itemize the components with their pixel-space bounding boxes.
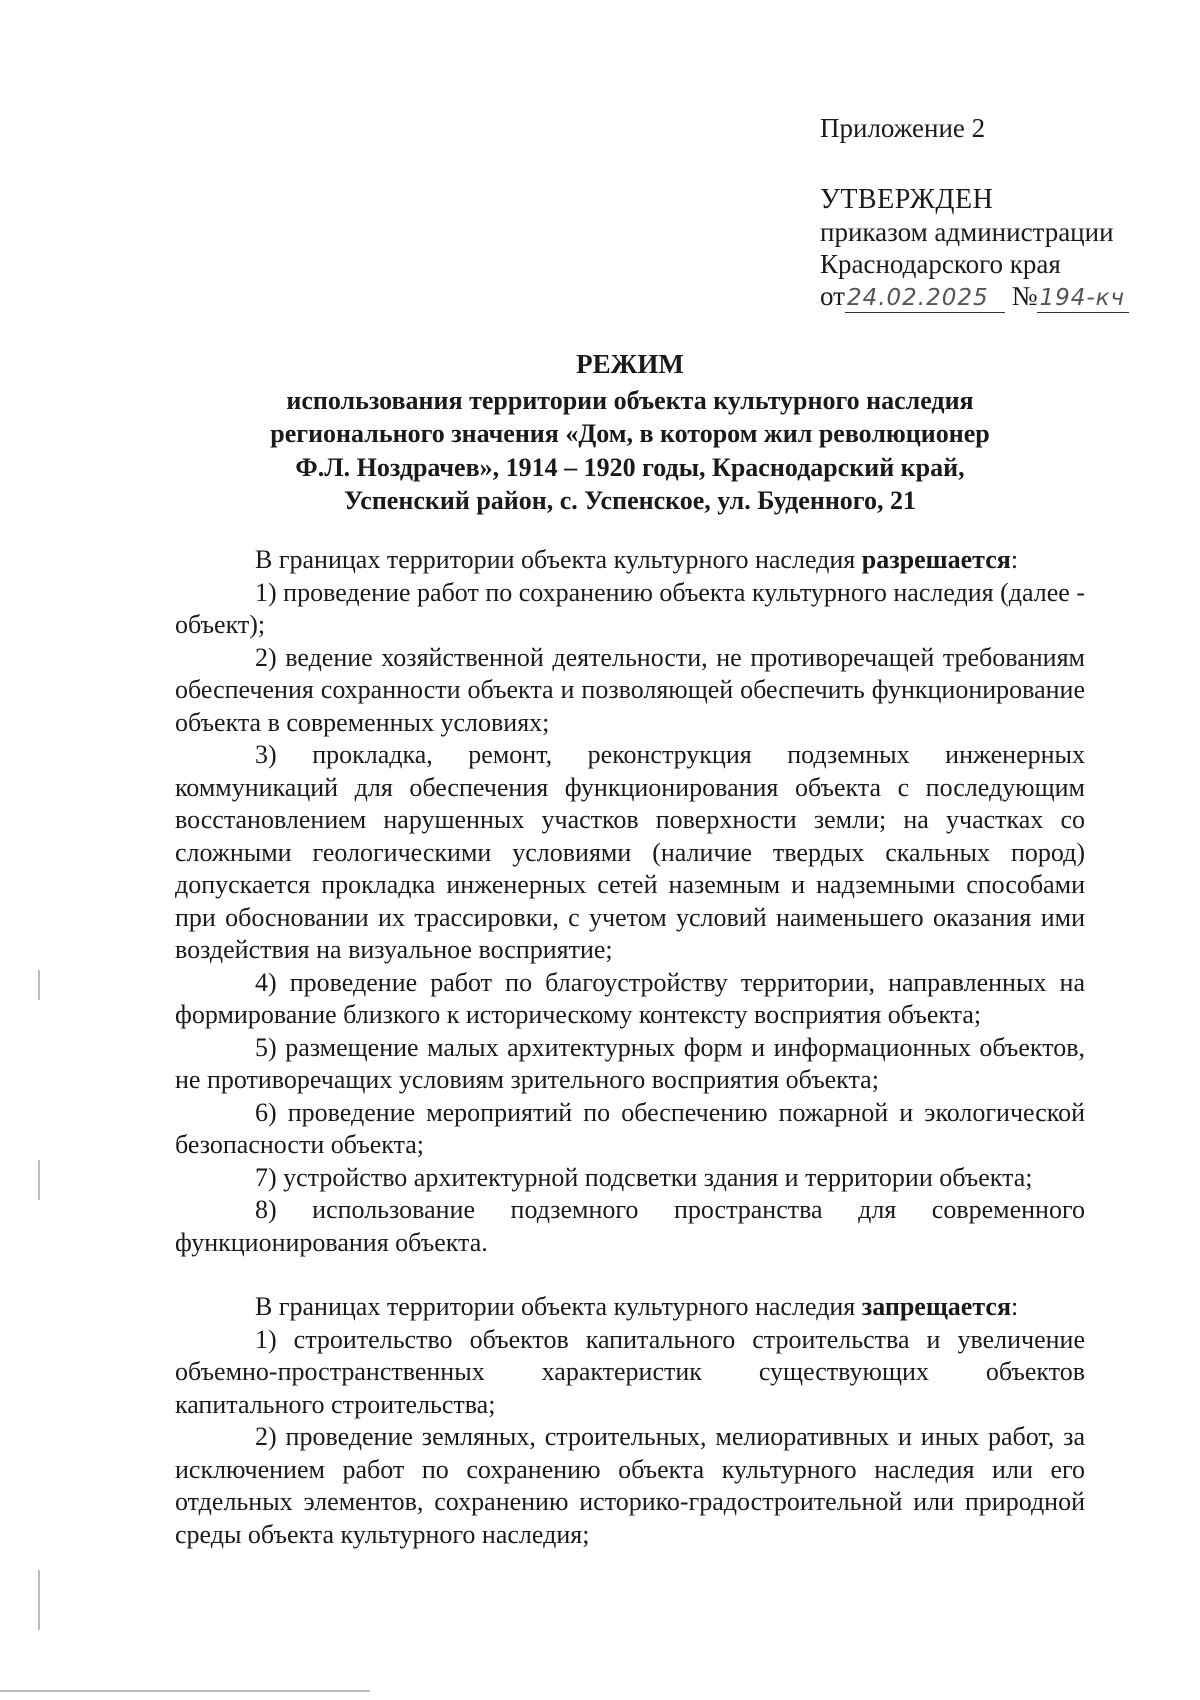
title-line-4: Успенский район, с. Успенское, ул. Буденного, 21 — [344, 486, 916, 515]
forbidden-intro — [175, 1291, 1085, 1324]
scan-edge-mark — [38, 1160, 40, 1200]
allowed-item: 8) использование подземного пространства для современного функционирования объекта. — [175, 1195, 1085, 1257]
scan-edge-mark — [38, 1570, 40, 1630]
number-prefix: № — [1011, 281, 1038, 311]
approval-line-1: приказом администрации — [820, 217, 1114, 247]
handwritten-date: 24.02.2025 — [845, 284, 1005, 313]
allowed-intro-text: В границах территории объекта культурного наследия — [255, 545, 862, 574]
title-line-3: Ф.Л. Ноздрачев», 1914 – 1920 годы, Краснодарский край, — [295, 452, 965, 482]
handwritten-number: 194-кч — [1037, 284, 1129, 313]
allowed-intro — [175, 544, 1085, 577]
document-body — [175, 544, 1085, 1551]
approved-heading: УТВЕРЖДЕН — [820, 184, 994, 215]
date-prefix: от — [820, 281, 845, 311]
title-line-2: регионального значения «Дом, в котором жил революционер — [270, 419, 990, 448]
document-title: РЕЖИМ — [576, 349, 684, 379]
allowed-item: 1) проведение работ по сохранению объекта культурного наследия (далее - объект); — [175, 577, 1085, 639]
allowed-item: 5) размещение малых архитектурных форм и информационных объектов, не противоречащих условиям зрительного восприятия объекта; — [175, 1032, 1085, 1094]
scan-edge-mark — [38, 970, 40, 1000]
allowed-item: 4) проведение работ по благоустройству территории, направленных на формирование близкого к историческому контексту восприятия объекта; — [175, 967, 1085, 1029]
forbidden-intro-text: В границах территории объекта культурного наследия — [255, 1292, 862, 1321]
allowed-item: 7) устройство архитектурной подсветки здания и территории объекта; — [255, 1162, 1033, 1192]
allowed-item: 2) ведение хозяйственной деятельности, не противоречащей требованиям обеспечения сохранности объекта и позволяющей обеспечить функционирование объекта в современных условиях; — [175, 642, 1085, 737]
approval-line-2: Краснодарского края — [820, 249, 1061, 279]
section-spacer — [175, 1259, 1085, 1291]
approval-stamp-block — [820, 112, 1190, 313]
forbidden-colon: : — [1011, 1292, 1019, 1321]
allowed-item: 3) прокладка, ремонт, реконструкция подземных инженерных коммуникаций для обеспечения функционирования объекта с последующим восстановлением нарушенных участков поверхности земли; на участках со сложными геологическими условиями (наличие твердых скальных пород) допускается прокладка инженерных сетей наземным и надземными способами при обосновании их трассировки, с учетом условий наименьшего оказания ими воздействия на визуальное восприятие; — [175, 740, 1085, 964]
approval-date-line — [820, 280, 1190, 313]
allowed-item: 6) проведение мероприятий по обеспечению пожарной и экологической безопасности объекта; — [175, 1097, 1085, 1159]
scan-bottom-line — [0, 1690, 370, 1692]
document-title-block — [175, 348, 1085, 518]
allowed-colon: : — [1010, 545, 1019, 574]
allowed-keyword: разрешается — [861, 545, 1011, 574]
title-line-1: использования территории объекта культурного наследия — [286, 385, 974, 415]
forbidden-keyword: запрещается — [861, 1292, 1012, 1321]
forbidden-item: 1) строительство объектов капитального строительства и увеличение объемно-пространственных характеристик существующих объектов капитального строительства; — [175, 1324, 1085, 1419]
forbidden-item: 2) проведение земляных, строительных, мелиоративных и иных работ, за исключением работ по сохранению объекта культурного наследия или его отдельных элементов, сохранению историко-градостроительной или природной среды объекта культурного наследия; — [175, 1422, 1085, 1549]
appendix-label: Приложение 2 — [820, 113, 986, 143]
